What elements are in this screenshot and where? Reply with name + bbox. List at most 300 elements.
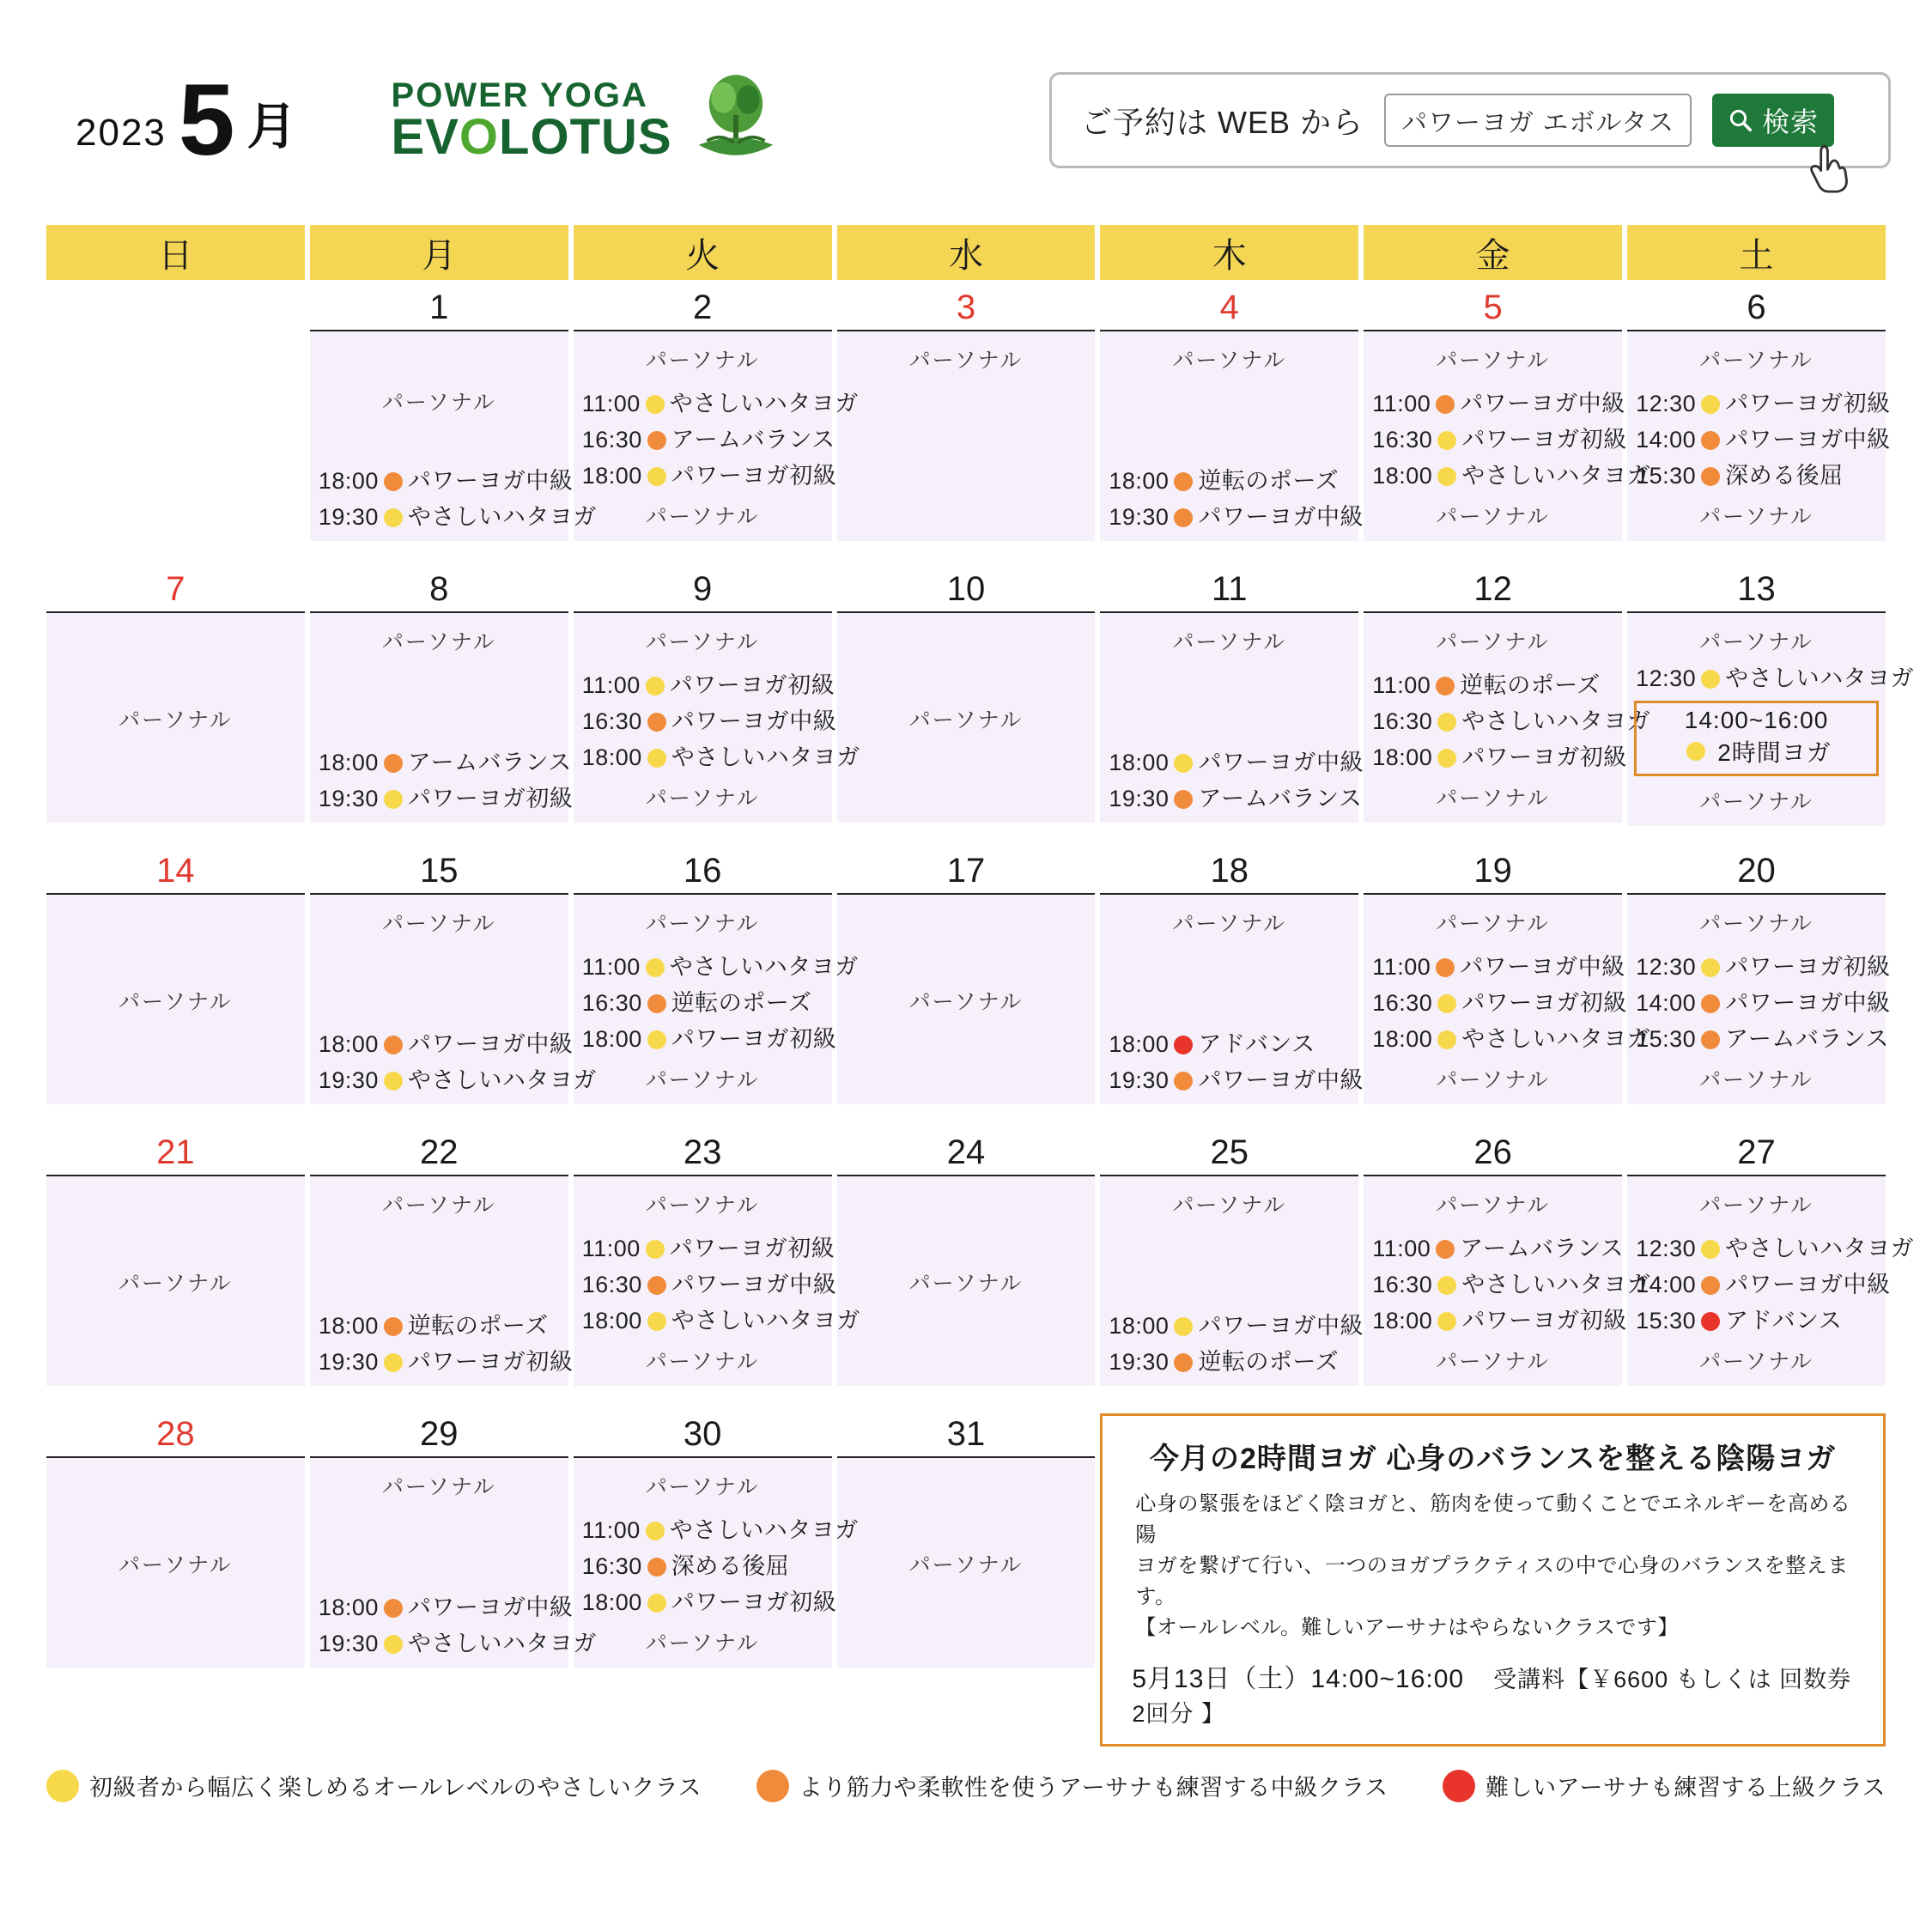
- level-dot-icon: [1174, 1072, 1193, 1091]
- class-time: 15:30: [1636, 463, 1697, 489]
- level-dot-icon: [1174, 508, 1193, 527]
- day-content: [574, 895, 859, 1104]
- level-dot-icon: [1437, 749, 1456, 768]
- class-time: 18:00: [1109, 468, 1170, 495]
- class-entry[interactable]: [318, 1063, 597, 1099]
- class-name: やさしいハタヨガ: [669, 1517, 859, 1544]
- level-dot-icon: [384, 754, 403, 773]
- legend-dot-icon: [1443, 1770, 1475, 1802]
- spacer: [1364, 661, 1622, 668]
- promo-title: 今月の2時間ヨガ 心身のバランスを整える陰陽ヨガ: [1150, 1443, 1837, 1475]
- class-list: [310, 1309, 574, 1381]
- class-list: [1100, 1309, 1364, 1381]
- spacer: [574, 943, 832, 950]
- calendar-week-row: [46, 1413, 1886, 1747]
- level-dot-icon: [647, 994, 666, 1013]
- class-name: パワーヨガ中級: [1725, 990, 1891, 1017]
- class-entry[interactable]: [1636, 386, 1891, 422]
- class-name: アドバンス: [1725, 1308, 1843, 1334]
- class-name: 深める後屈: [671, 1553, 790, 1580]
- class-name: パワーヨガ初級: [671, 463, 837, 489]
- spacer: [46, 1303, 305, 1381]
- class-entry[interactable]: [318, 1027, 574, 1063]
- class-time: 16:30: [581, 427, 642, 453]
- calendar-day-cell: [1627, 1132, 1915, 1406]
- special-class-time: 14:00~16:00: [1684, 706, 1829, 733]
- level-dot-icon: [1174, 1036, 1193, 1054]
- day-content: [837, 1458, 1096, 1668]
- class-entry[interactable]: [1372, 1267, 1651, 1303]
- calendar-day-cell: [574, 287, 859, 562]
- calendar-day-cell: [310, 287, 597, 562]
- class-name: アームバランス: [1725, 1026, 1890, 1053]
- day-number: 12: [1364, 568, 1622, 613]
- personal-slot: パーソナル: [1436, 1068, 1551, 1092]
- class-entry[interactable]: [581, 386, 859, 422]
- class-name: アドバンス: [1198, 1031, 1315, 1058]
- dow-sat: 土: [1627, 225, 1886, 280]
- class-entry[interactable]: [1109, 781, 1363, 817]
- class-time: 14:00: [1636, 990, 1697, 1017]
- class-list: [1627, 386, 1891, 495]
- class-name: 逆転のポーズ: [1460, 672, 1601, 699]
- class-entry[interactable]: [318, 1626, 597, 1662]
- level-dot-icon: [1436, 958, 1455, 977]
- personal-slot: パーソナル: [381, 1194, 496, 1218]
- class-name: やさしいハタヨガ: [1725, 665, 1915, 691]
- class-entry[interactable]: [1372, 1303, 1627, 1340]
- class-name: パワーヨガ中級: [1725, 1272, 1891, 1298]
- class-entry[interactable]: [1372, 704, 1651, 740]
- class-entry[interactable]: [1636, 1231, 1915, 1267]
- class-entry[interactable]: [1636, 986, 1891, 1022]
- class-time: 18:00: [1372, 1308, 1433, 1334]
- spacer: [1100, 943, 1358, 1027]
- personal-slot: パーソナル: [645, 787, 760, 811]
- class-list: [1100, 464, 1364, 536]
- day-content: [574, 613, 860, 823]
- day-number: 16: [574, 850, 832, 895]
- calendar-day-cell: [1100, 1132, 1364, 1406]
- calendar-day-cell: [837, 287, 1096, 562]
- level-dot-icon: [1701, 431, 1720, 450]
- calendar-day-cell: [837, 568, 1096, 843]
- personal-slot: パーソナル: [1699, 505, 1814, 529]
- class-entry[interactable]: [1372, 1231, 1625, 1267]
- class-entry[interactable]: [1636, 950, 1891, 986]
- level-dot-icon: [1701, 994, 1720, 1013]
- class-name: やさしいハタヨガ: [407, 1631, 597, 1657]
- personal-slot: パーソナル: [381, 1475, 496, 1499]
- class-list: [1364, 386, 1651, 495]
- class-list: [1100, 745, 1364, 817]
- day-number: 21: [46, 1132, 305, 1176]
- class-entry[interactable]: [318, 464, 574, 500]
- personal-slot: パーソナル: [1436, 912, 1551, 936]
- class-entry[interactable]: [1372, 1022, 1651, 1058]
- calendar-header-row: [46, 225, 1886, 280]
- class-entry[interactable]: [581, 704, 837, 740]
- search-button[interactable]: [1712, 94, 1834, 147]
- spacer: [1627, 943, 1886, 950]
- class-entry[interactable]: [318, 1590, 574, 1626]
- personal-slot: パーソナル: [1172, 349, 1287, 373]
- class-name: パワーヨガ中級: [1198, 1067, 1364, 1094]
- class-entry[interactable]: [581, 459, 837, 495]
- page-header: [41, 34, 1891, 206]
- class-entry[interactable]: [581, 668, 835, 704]
- promo-footer: [1127, 1657, 1859, 1728]
- class-entry[interactable]: [581, 1513, 859, 1549]
- class-name: パワーヨガ初級: [669, 672, 835, 699]
- month-kanji: 月: [246, 99, 297, 155]
- level-dot-icon: [1701, 467, 1720, 486]
- search-input[interactable]: パワーヨガ エボルタス: [1384, 94, 1692, 147]
- class-entry[interactable]: [1372, 459, 1651, 495]
- promo-date: 5月13日（土）14:00~16:00: [1132, 1665, 1465, 1693]
- class-list: [310, 1027, 597, 1099]
- class-name: やさしいハタヨガ: [1461, 463, 1651, 489]
- day-number: 6: [1627, 287, 1886, 331]
- personal-slot: パーソナル: [1699, 1068, 1814, 1092]
- class-name: パワーヨガ初級: [669, 1236, 835, 1262]
- special-class-box[interactable]: [1634, 701, 1879, 776]
- legend-text: 初級者から幅広く楽しめるオールレベルのやさしいクラス: [89, 1775, 702, 1801]
- class-entry[interactable]: [581, 1231, 835, 1267]
- class-time: 18:00: [318, 1595, 379, 1621]
- class-time: 12:30: [1636, 665, 1697, 691]
- day-number: 24: [837, 1132, 1096, 1176]
- personal-slot: パーソナル: [1699, 1194, 1814, 1218]
- personal-slot: パーソナル: [645, 1194, 760, 1218]
- class-entry[interactable]: [582, 986, 823, 1022]
- year-label: 2023: [76, 112, 167, 155]
- promo-line-3: 【オールレベル。難しいアーサナはやらないクラスです】: [1135, 1616, 1679, 1639]
- class-time: 11:00: [581, 954, 641, 981]
- calendar-day-cell: [1364, 287, 1651, 562]
- class-time: 18:00: [318, 1031, 379, 1058]
- class-name: パワーヨガ中級: [671, 708, 837, 735]
- calendar-day-cell: [574, 568, 860, 843]
- level-dot-icon: [647, 431, 666, 450]
- personal-slot: パーソナル: [118, 708, 233, 732]
- spacer: [837, 1021, 1096, 1099]
- class-list: [574, 386, 859, 495]
- level-dot-icon: [1174, 754, 1193, 773]
- class-time: 16:30: [1372, 1272, 1433, 1298]
- personal-slot: パーソナル: [908, 708, 1024, 732]
- class-entry[interactable]: [318, 745, 572, 781]
- class-entry[interactable]: [318, 781, 574, 817]
- day-content: [574, 1176, 860, 1386]
- class-time: 19:30: [318, 1067, 379, 1094]
- class-name: 逆転のポーズ: [1198, 1349, 1340, 1376]
- level-dot-icon: [384, 1353, 403, 1372]
- spacer: [46, 1021, 305, 1099]
- class-time: 18:00: [1109, 1031, 1170, 1058]
- legend-text: 難しいアーサナも練習する上級クラス: [1485, 1775, 1886, 1801]
- day-number: 2: [574, 287, 832, 331]
- class-name: パワーヨガ初級: [671, 1026, 837, 1053]
- class-name: やさしいハタヨガ: [671, 744, 860, 771]
- class-time: 19:30: [318, 786, 379, 812]
- class-name: パワーヨガ初級: [1461, 1308, 1627, 1334]
- class-entry[interactable]: [1636, 1267, 1891, 1303]
- personal-slot: パーソナル: [1436, 787, 1551, 811]
- day-number: 18: [1100, 850, 1358, 895]
- class-time: 14:00: [1636, 427, 1697, 453]
- spacer: [837, 380, 1096, 536]
- calendar-week-row: [46, 568, 1886, 843]
- day-content: [574, 331, 859, 541]
- personal-slot: パーソナル: [1436, 349, 1551, 373]
- day-content: [310, 613, 574, 823]
- legend-dot-icon: [46, 1770, 79, 1802]
- level-dot-icon: [1174, 472, 1193, 491]
- spacer: [574, 661, 832, 668]
- class-list: [310, 745, 574, 817]
- spacer: [1100, 380, 1358, 464]
- day-number: 17: [837, 850, 1096, 895]
- personal-slot: パーソナル: [645, 1350, 760, 1374]
- class-name: パワーヨガ中級: [1460, 391, 1625, 417]
- class-entry[interactable]: [1372, 386, 1625, 422]
- calendar-day-cell: [574, 850, 859, 1125]
- calendar-day-cell: [1627, 287, 1891, 562]
- class-time: 15:30: [1636, 1026, 1697, 1053]
- level-dot-icon: [1701, 1030, 1720, 1049]
- class-time: 18:00: [1109, 1313, 1170, 1340]
- class-entry[interactable]: [1109, 1309, 1364, 1345]
- day-number: 27: [1627, 1132, 1886, 1176]
- spacer: [1364, 943, 1622, 950]
- brand-bottom-text: EVOLOTUS: [391, 109, 672, 165]
- spacer: [837, 739, 1096, 817]
- calendar-day-cell: [46, 1132, 305, 1406]
- personal-slot: パーソナル: [1699, 789, 1814, 814]
- spacer: [1100, 661, 1358, 745]
- day-number: 3: [837, 287, 1096, 331]
- level-dot-icon: [1437, 1276, 1456, 1295]
- spacer: [574, 1506, 832, 1513]
- class-list: [1627, 950, 1891, 1058]
- level-dot-icon: [647, 1312, 666, 1331]
- level-dot-icon: [1437, 1030, 1456, 1049]
- day-number: 31: [837, 1413, 1096, 1458]
- class-entry[interactable]: [581, 1585, 837, 1621]
- calendar-day-cell: [837, 1132, 1096, 1406]
- personal-slot: パーソナル: [645, 1631, 760, 1656]
- day-content: [1100, 895, 1364, 1104]
- dow-wed: 水: [837, 225, 1096, 280]
- legend-item: [46, 1769, 702, 1802]
- spacer: [46, 1584, 305, 1662]
- class-time: 18:00: [318, 468, 379, 495]
- level-dot-icon: [1437, 431, 1456, 450]
- legend-item: [1443, 1769, 1886, 1802]
- level-dot-icon: [1437, 713, 1456, 732]
- class-entry[interactable]: [1372, 950, 1625, 986]
- class-entry[interactable]: [1109, 1027, 1350, 1063]
- level-dot-icon: [646, 677, 665, 696]
- class-entry[interactable]: [1109, 1063, 1364, 1099]
- class-entry[interactable]: [1109, 464, 1350, 500]
- calendar-day-cell: [574, 1132, 860, 1406]
- class-time: 19:30: [1109, 1349, 1170, 1376]
- class-entry[interactable]: [1636, 661, 1915, 697]
- personal-slot: パーソナル: [381, 912, 496, 936]
- class-time: 19:30: [318, 1349, 379, 1376]
- day-content: [837, 895, 1096, 1104]
- class-time: 16:30: [1372, 427, 1433, 453]
- personal-slot: パーソナル: [118, 990, 233, 1014]
- day-content: [1627, 1176, 1915, 1386]
- class-time: 16:30: [581, 1553, 642, 1580]
- spacer: [310, 943, 568, 1027]
- class-entry[interactable]: [582, 1549, 823, 1585]
- class-name: やさしいハタヨガ: [1461, 1026, 1651, 1053]
- class-entry[interactable]: [1372, 668, 1613, 704]
- day-content: [837, 613, 1096, 823]
- personal-slot: パーソナル: [1699, 1350, 1814, 1374]
- personal-slot: パーソナル: [118, 1272, 233, 1296]
- personal-slot: パーソナル: [645, 912, 760, 936]
- personal-slot: パーソナル: [1699, 912, 1814, 936]
- day-content: [310, 1176, 574, 1386]
- special-class-name: 2時間ヨガ: [1717, 738, 1832, 766]
- class-list: [1364, 668, 1651, 776]
- class-name: パワーヨガ初級: [1461, 990, 1627, 1017]
- calendar-day-cell: [310, 1413, 597, 1747]
- personal-slot: パーソナル: [1172, 1194, 1287, 1218]
- class-entry[interactable]: [1372, 986, 1627, 1022]
- level-dot-icon: [1437, 1312, 1456, 1331]
- spacer: [1100, 1224, 1358, 1309]
- personal-slot: パーソナル: [908, 1553, 1024, 1577]
- class-time: 19:30: [1109, 504, 1170, 531]
- level-dot-icon: [1437, 467, 1456, 486]
- class-list: [1627, 1231, 1915, 1340]
- class-time: 18:00: [318, 1313, 379, 1340]
- level-dot-icon: [647, 749, 666, 768]
- level-dot-icon: [384, 472, 403, 491]
- class-time: 18:00: [581, 744, 642, 771]
- class-name: やさしいハタヨガ: [407, 1067, 597, 1094]
- class-time: 19:30: [1109, 1067, 1170, 1094]
- day-number: 5: [1364, 287, 1622, 331]
- class-entry[interactable]: [319, 1309, 560, 1345]
- day-number: 20: [1627, 850, 1886, 895]
- class-entry[interactable]: [581, 740, 860, 776]
- day-content: [1364, 613, 1651, 823]
- level-dot-icon: [646, 395, 665, 414]
- day-number: 13: [1627, 568, 1886, 613]
- legend-item: [756, 1769, 1388, 1802]
- day-content: [310, 895, 597, 1104]
- class-entry[interactable]: [581, 1022, 837, 1058]
- class-time: 19:30: [318, 1631, 379, 1657]
- class-entry[interactable]: [581, 422, 835, 459]
- class-entry[interactable]: [581, 1303, 860, 1340]
- class-name: 逆転のポーズ: [671, 990, 812, 1017]
- spacer: [310, 1506, 568, 1590]
- day-number: 28: [46, 1413, 305, 1458]
- class-name: パワーヨガ中級: [407, 1595, 574, 1621]
- class-list: [1100, 1027, 1364, 1099]
- class-name: パワーヨガ初級: [407, 786, 574, 812]
- calendar-day-cell: [46, 1413, 305, 1747]
- class-time: 14:00: [1636, 1272, 1697, 1298]
- class-entry[interactable]: [1372, 422, 1627, 459]
- personal-slot: パーソナル: [908, 1272, 1024, 1296]
- calendar-day-cell: [310, 568, 574, 843]
- brand-top-text: POWER YOGA: [391, 76, 648, 114]
- personal-slot: パーソナル: [1172, 630, 1287, 654]
- day-content: [46, 1458, 305, 1668]
- class-entry[interactable]: [1636, 422, 1891, 459]
- day-content: [1627, 895, 1891, 1104]
- class-entry[interactable]: [1109, 500, 1364, 536]
- level-dot-icon: [1174, 1317, 1193, 1336]
- level-dot-icon: [1701, 1312, 1720, 1331]
- class-entry[interactable]: [1636, 1022, 1890, 1058]
- calendar-day-cell: [310, 1132, 574, 1406]
- day-content: [1100, 331, 1364, 541]
- spacer: [46, 1183, 305, 1261]
- level-dot-icon: [1701, 1240, 1720, 1259]
- class-name: アームバランス: [671, 427, 835, 453]
- promo-line-2: ヨガを繋げて行い、一つのヨガプラクティスの中で心身のバランスを整えます。: [1135, 1554, 1849, 1608]
- class-list: [310, 464, 597, 536]
- level-dot-icon: [647, 1594, 666, 1613]
- empty-cell: [46, 287, 305, 562]
- personal-slot: パーソナル: [908, 990, 1024, 1014]
- class-entry[interactable]: [1109, 1345, 1350, 1381]
- spacer: [837, 902, 1096, 980]
- day-content: [310, 331, 597, 541]
- class-entry[interactable]: [1109, 745, 1364, 781]
- web-reservation-label: ご予約は WEB から: [1081, 104, 1364, 140]
- class-time: 11:00: [581, 1236, 641, 1262]
- class-time: 18:00: [1372, 1026, 1433, 1053]
- personal-slot: パーソナル: [645, 1475, 760, 1499]
- class-entry[interactable]: [581, 950, 859, 986]
- class-time: 11:00: [1372, 1236, 1431, 1262]
- class-list: [574, 1231, 860, 1340]
- class-entry[interactable]: [318, 500, 597, 536]
- month-number: 5: [178, 63, 235, 177]
- class-entry[interactable]: [581, 1267, 837, 1303]
- level-dot-icon: [384, 1635, 403, 1654]
- day-content: [574, 1458, 859, 1668]
- promo-fee: 受講料【￥6600 もしくは 回数券2回分 】: [1132, 1667, 1852, 1727]
- day-content: [1627, 331, 1891, 541]
- class-entry[interactable]: [1372, 740, 1627, 776]
- level-dot-icon: [1436, 395, 1455, 414]
- personal-slot: パーソナル: [1172, 912, 1287, 936]
- level-dot-icon: [647, 1276, 666, 1295]
- spacer: [837, 1183, 1096, 1261]
- day-content: [46, 1176, 305, 1386]
- spacer: [574, 1224, 832, 1231]
- class-time: 19:30: [1109, 786, 1170, 812]
- spacer: [1364, 380, 1622, 386]
- spacer: [46, 1465, 305, 1543]
- level-dot-icon: [1701, 1276, 1720, 1295]
- class-entry[interactable]: [1636, 459, 1877, 495]
- class-entry[interactable]: [318, 1345, 574, 1381]
- class-entry[interactable]: [1636, 1303, 1877, 1340]
